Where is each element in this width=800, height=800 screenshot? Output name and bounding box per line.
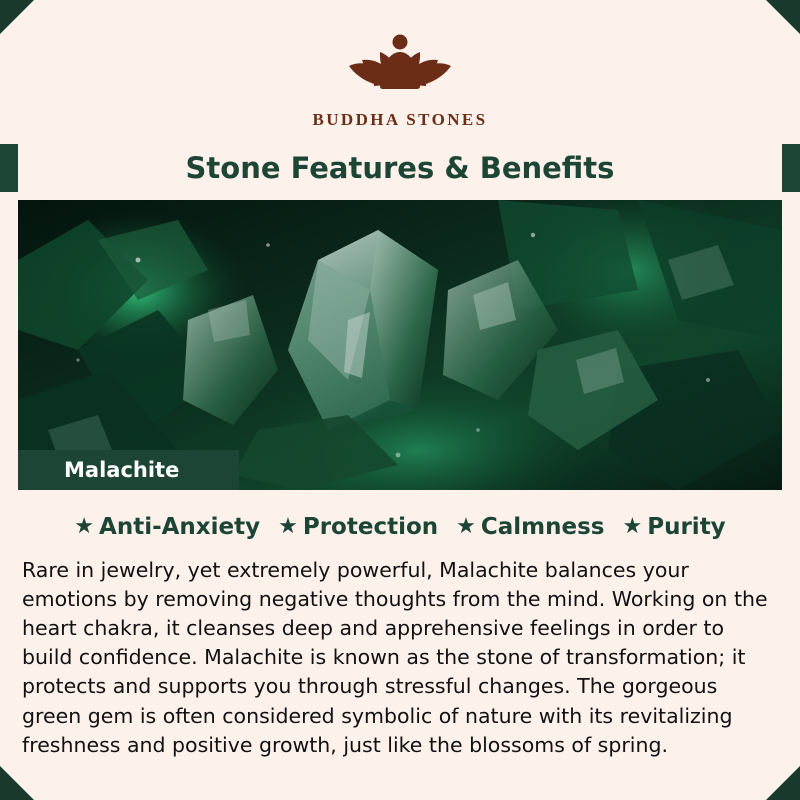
star-icon: ★ xyxy=(622,514,643,539)
malachite-crystal-image xyxy=(18,200,782,490)
benefit-item xyxy=(278,514,438,540)
benefit-label: Anti-Anxiety xyxy=(99,514,261,540)
hero-image-container xyxy=(18,200,782,490)
corner-decoration-bottom-left xyxy=(0,766,34,800)
title-band xyxy=(0,144,800,192)
benefit-label: Protection xyxy=(302,514,439,540)
brand-header xyxy=(0,0,800,130)
lotus-meditation-icon xyxy=(325,26,475,106)
corner-decoration-top-left xyxy=(0,0,34,34)
corner-decoration-top-right xyxy=(766,0,800,34)
stone-name-label: Malachite xyxy=(18,450,239,490)
benefit-item xyxy=(623,514,726,540)
benefit-label: Calmness xyxy=(480,514,605,540)
benefit-item xyxy=(74,514,260,540)
benefit-label: Purity xyxy=(647,514,726,540)
page-title: Stone Features & Benefits xyxy=(185,151,615,185)
star-icon: ★ xyxy=(278,514,298,539)
star-icon: ★ xyxy=(74,514,95,539)
stone-description: Rare in jewelry, yet extremely powerful, Malachite balances your emotions by removing negative thoughts from the mind. Working on the heart chakra, it cleanses deep and apprehensive feelings in order to build confidence. Malachite is known as the stone of transformation; it protects and supports you through stressful changes. The gorgeous green gem is often considered symbolic of nature with its revitalizing freshness and positive growth, just like the blossoms of spring. xyxy=(22,558,768,757)
star-icon: ★ xyxy=(456,514,476,539)
brand-name: BUDDHA STONES xyxy=(312,110,488,129)
corner-decoration-bottom-right xyxy=(766,766,800,800)
benefit-item xyxy=(456,514,604,540)
benefits-row xyxy=(0,514,800,540)
